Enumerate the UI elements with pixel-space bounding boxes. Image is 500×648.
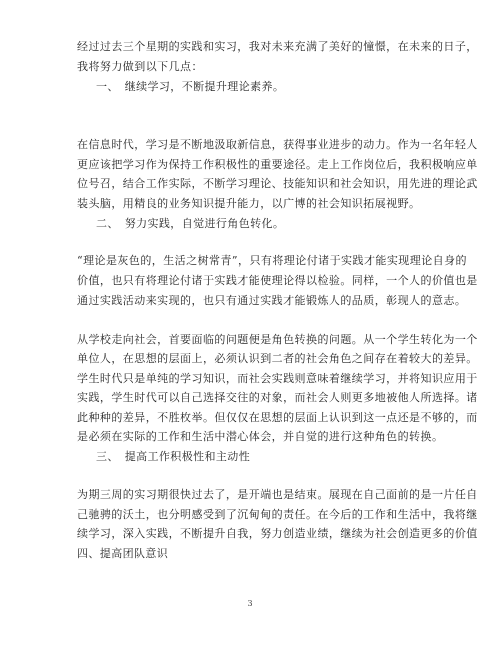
section-3-heading: 三、 提高工作积极性和主动性 <box>96 450 251 463</box>
page-number: 3 <box>247 599 253 608</box>
intro-line-2: 我将努力做到以下几点： <box>77 60 203 73</box>
section-2-line-1: “理论是灰色的，生活之树常青”，只有将理论付诸于实践才能实现理论自身的 <box>77 254 467 267</box>
section-2-line-5: 单位人，在思想的层面上，必须认识到二者的社会角色之间存在着较大的差异。 <box>77 352 478 365</box>
section-3-line-1: 为期三周的实习期很快过去了，是开端也是结束。展现在自己面前的是一片任自 <box>77 488 478 501</box>
section-1-heading: 一、 继续学习，不断提升理论素养。 <box>96 80 285 93</box>
section-3-line-2: 己驰骋的沃土，也分明感受到了沉甸甸的责任。在今后的工作和生活中，我将继 <box>77 508 478 521</box>
section-2-line-2: 价值，也只有将理论付诸于实践才能使理论得以检验。同样，一个人的价值也是 <box>77 274 478 287</box>
section-2-line-8: 此种种的差异，不胜枚举。但仅仅在思想的层面上认识到这一点还是不够的，而 <box>77 411 478 424</box>
section-1-line-3: 位号召，结合工作实际，不断学习理论、技能知识和社会知识，用先进的理论武 <box>77 177 478 190</box>
section-2-line-6: 学生时代只是单纯的学习知识，而社会实践则意味着继续学习，并将知识应用于 <box>77 372 478 385</box>
intro-line-1: 经过过去三个星期的实践和实习，我对未来充满了美好的憧憬，在未来的日子， <box>77 40 478 53</box>
section-1-line-2: 更应该把学习作为保持工作积极性的重要途径。走上工作岗位后，我积极响应单 <box>77 158 478 171</box>
section-2-line-9: 是必须在实际的工作和生活中潜心体会，并自觉的进行这种角色的转换。 <box>77 430 444 443</box>
section-1-line-4: 装头脑，用精良的业务知识提升能力，以广博的社会知识拓展视野。 <box>77 197 421 210</box>
section-4-heading: 四、提高团队意识 <box>77 547 169 560</box>
section-2-line-7: 实践，学生时代可以自己选择交往的对象，而社会人则更多地被他人所选择。诸 <box>77 391 478 404</box>
section-2-line-4: 从学校走向社会，首要面临的问题便是角色转换的问题。从一个学生转化为一个 <box>77 333 478 346</box>
section-2-line-3: 通过实践活动来实现的，也只有通过实践才能锻炼人的品质，彰现人的意志。 <box>77 294 467 307</box>
section-1-line-1: 在信息时代，学习是不断地汲取新信息，获得事业进步的动力。作为一名年轻人 <box>77 138 478 151</box>
section-2-heading: 二、 努力实践，自觉进行角色转化。 <box>96 217 285 230</box>
section-3-line-3: 续学习，深入实践，不断提升自我，努力创造业绩，继续为社会创造更多的价值 <box>77 527 478 540</box>
